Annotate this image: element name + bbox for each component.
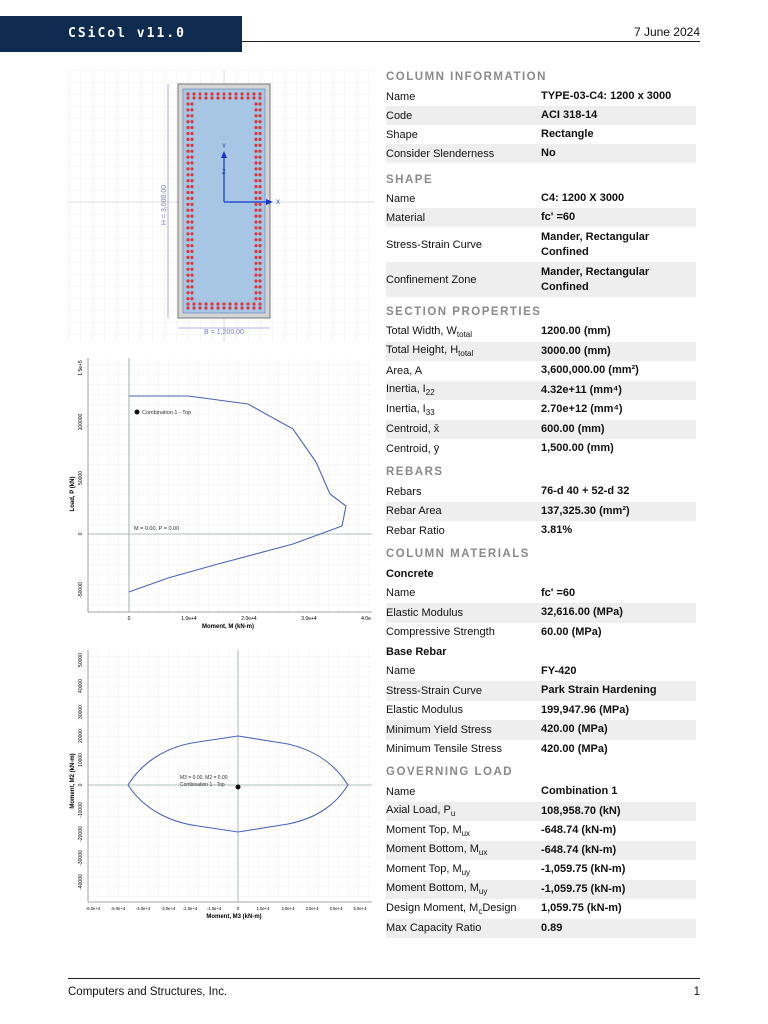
mm-x-tick: -4.0e+4 bbox=[135, 906, 151, 911]
rebar-dot bbox=[258, 150, 261, 153]
rebar-dot bbox=[190, 291, 193, 294]
table-row: Compressive Strength 60.00 (MPa) bbox=[386, 625, 602, 639]
table-row: Rebar Ratio 3.81% bbox=[386, 524, 573, 537]
table-row: Area, A 3,600,000.00 (mm²) bbox=[386, 364, 639, 377]
rebar-dot bbox=[210, 302, 213, 305]
footer-divider bbox=[68, 978, 700, 979]
rebar-dot bbox=[254, 256, 257, 259]
rebar-dot bbox=[228, 92, 231, 95]
rebar-dot bbox=[190, 250, 193, 253]
height-dimension: H = 3,000.00 bbox=[161, 184, 168, 226]
governing-load-table bbox=[386, 782, 696, 938]
table-row: Stress-Strain Curve Mander, Rectangular Confined bbox=[386, 230, 650, 258]
rebar-dot bbox=[258, 138, 261, 141]
pm-y-tick: 50000 bbox=[78, 471, 84, 485]
table-row: Moment Top, $M_{uy}$ -1,059.75 (kN-m) bbox=[386, 862, 626, 877]
table-row: Minimum Tensile Stress 420.00 (MPa) bbox=[386, 742, 608, 756]
app-brand: CSiCol v11.0 bbox=[0, 16, 242, 52]
pm-x-tick: 2.0e+4 bbox=[241, 616, 257, 622]
rebar-dot bbox=[186, 285, 189, 288]
table-row: Axial Load, $P_u$ 108,958.70 (kN) bbox=[386, 802, 696, 822]
rebar-dot bbox=[190, 150, 193, 153]
rebar-dot bbox=[254, 185, 257, 188]
rebar-dot bbox=[252, 92, 255, 95]
table-row: Moment Bottom, $M_{uy}$ -1,059.75 (kN-m) bbox=[386, 880, 696, 900]
pm-xlabel: Moment, M (kN-m) bbox=[202, 624, 254, 630]
table-row: Centroid, x̄ 600.00 (mm) bbox=[386, 420, 696, 440]
rebar-dot bbox=[186, 126, 189, 129]
table-row: Confinement Zone Mander, Rectangular Confined bbox=[386, 262, 696, 297]
rebar-dot bbox=[216, 302, 219, 305]
table-row: Inertia, $I_{33}$ 2.70e+12 (mm⁴) bbox=[386, 402, 623, 417]
rebar-dot bbox=[258, 144, 261, 147]
rebar-dot bbox=[190, 114, 193, 117]
rebar-dot bbox=[252, 302, 255, 305]
mm-point-label-1: M3 = 0.00, M2 = 0.00 bbox=[180, 775, 228, 781]
table-row: Name fc' =60 bbox=[386, 586, 576, 600]
rebar-dot bbox=[222, 306, 225, 309]
rebar-dot bbox=[254, 244, 257, 247]
rebar-dot bbox=[258, 215, 261, 218]
rebar-dot bbox=[210, 92, 213, 95]
rebar-dot bbox=[204, 96, 207, 99]
rebar-dot bbox=[254, 156, 257, 159]
rebar-dot bbox=[254, 279, 257, 282]
rebar-dot bbox=[198, 92, 201, 95]
rebar-dot bbox=[258, 96, 261, 99]
rebar-dot bbox=[190, 226, 193, 229]
rebar-dot bbox=[234, 306, 237, 309]
rebar-dot bbox=[186, 268, 189, 271]
mm-y-tick: -30000 bbox=[78, 850, 84, 866]
rebar-dot bbox=[258, 306, 261, 309]
rebar-dot bbox=[190, 108, 193, 111]
rebar-dot bbox=[186, 156, 189, 159]
mm-y-tick: 30000 bbox=[78, 705, 84, 719]
rebar-dot bbox=[216, 92, 219, 95]
rebar-dot bbox=[190, 120, 193, 123]
rebar-dot bbox=[186, 167, 189, 170]
rebar-dot bbox=[254, 291, 257, 294]
rebar-dot bbox=[222, 302, 225, 305]
mm-y-tick: -40000 bbox=[78, 874, 84, 890]
rebar-dot bbox=[222, 96, 225, 99]
rebar-dot bbox=[190, 297, 193, 300]
table-row: Total Height, $H_{total}$ 3000.00 (mm) bbox=[386, 342, 696, 362]
rebar-dot bbox=[254, 120, 257, 123]
governing-load-title: GOVERNING LOAD bbox=[386, 766, 514, 778]
table-row: Moment Bottom, $M_{ux}$ -648.74 (kN-m) bbox=[386, 841, 696, 861]
rebar-dot bbox=[190, 161, 193, 164]
pm-load-point bbox=[135, 410, 140, 415]
rebar-dot bbox=[186, 306, 189, 309]
rebar-dot bbox=[216, 306, 219, 309]
mm-y-tick: -10000 bbox=[78, 802, 84, 818]
rebar-dot bbox=[210, 306, 213, 309]
rebar-dot bbox=[190, 132, 193, 135]
rebar-dot bbox=[186, 120, 189, 123]
table-row: Moment Top, $M_{ux}$ -648.74 (kN-m) bbox=[386, 823, 617, 838]
rebar-dot bbox=[254, 108, 257, 111]
rebars-title: REBARS bbox=[386, 466, 444, 478]
rebar-dot bbox=[258, 108, 261, 111]
column-materials-table bbox=[386, 564, 696, 759]
base-rebar-subheading: Base Rebar bbox=[386, 645, 447, 658]
rebar-dot bbox=[254, 297, 257, 300]
rebar-dot bbox=[186, 250, 189, 253]
mm-y-tick: -20000 bbox=[78, 826, 84, 842]
rebar-dot bbox=[190, 244, 193, 247]
rebar-dot bbox=[204, 92, 207, 95]
rebar-dot bbox=[186, 209, 189, 212]
rebar-dot bbox=[228, 302, 231, 305]
rebar-dot bbox=[254, 285, 257, 288]
rebar-dot bbox=[186, 291, 189, 294]
table-row: Name TYPE-03-C4: 1200 x 3000 bbox=[386, 90, 672, 103]
pm-y-tick: -50000 bbox=[78, 582, 84, 598]
rebar-dot bbox=[254, 197, 257, 200]
mm-point-label-2: Combination 1 - Top bbox=[180, 782, 225, 788]
rebar-dot bbox=[190, 167, 193, 170]
table-row: Stress-Strain Curve Park Strain Hardening bbox=[386, 681, 696, 701]
rebar-dot bbox=[204, 306, 207, 309]
rebar-dot bbox=[258, 191, 261, 194]
pm-y-tick: 1.5e+5 bbox=[78, 360, 84, 376]
rebar-dot bbox=[258, 256, 261, 259]
rebar-dot bbox=[254, 126, 257, 129]
rebar-dot bbox=[190, 203, 193, 206]
rebar-dot bbox=[186, 302, 189, 305]
pm-y-tick: 100000 bbox=[78, 413, 84, 431]
rebar-dot bbox=[258, 132, 261, 135]
rebar-dot bbox=[254, 167, 257, 170]
width-dimension: B = 1,200.00 bbox=[204, 329, 244, 336]
rebar-dot bbox=[190, 279, 193, 282]
rebar-dot bbox=[246, 96, 249, 99]
rebar-dot bbox=[254, 238, 257, 241]
mm-load-point bbox=[236, 785, 241, 790]
rebar-dot bbox=[190, 238, 193, 241]
rebar-dot bbox=[186, 173, 189, 176]
rebar-dot bbox=[186, 144, 189, 147]
rebar-dot bbox=[258, 279, 261, 282]
mm-x-tick: -3.0e+4 bbox=[160, 906, 176, 911]
rebar-dot bbox=[192, 92, 195, 95]
axis-z-label: Z bbox=[222, 170, 226, 176]
rebar-dot bbox=[186, 238, 189, 241]
rebar-dot bbox=[190, 232, 193, 235]
rebar-dot bbox=[258, 232, 261, 235]
rebar-dot bbox=[254, 268, 257, 271]
rebar-dot bbox=[254, 226, 257, 229]
table-row: Total Width, $W_{total}$ 1200.00 (mm) bbox=[386, 324, 611, 339]
rebar-dot bbox=[192, 96, 195, 99]
rebar-dot bbox=[258, 268, 261, 271]
rebar-dot bbox=[258, 185, 261, 188]
rebar-dot bbox=[190, 215, 193, 218]
section-properties-title: SECTION PROPERTIES bbox=[386, 306, 542, 318]
mm-xlabel: Moment, M3 (kN-m) bbox=[206, 914, 262, 920]
rebar-dot bbox=[190, 209, 193, 212]
rebar-dot bbox=[258, 167, 261, 170]
axis-x-label: X bbox=[276, 200, 281, 206]
rebar-dot bbox=[186, 279, 189, 282]
rebar-dot bbox=[186, 297, 189, 300]
mm-y-tick: 10000 bbox=[78, 753, 84, 767]
rebar-dot bbox=[252, 96, 255, 99]
rebar-dot bbox=[254, 179, 257, 182]
rebar-dot bbox=[258, 102, 261, 105]
rebar-dot bbox=[186, 179, 189, 182]
section-properties-table bbox=[386, 322, 696, 459]
rebar-dot bbox=[190, 185, 193, 188]
rebar-dot bbox=[258, 250, 261, 253]
rebar-dot bbox=[258, 114, 261, 117]
rebar-dot bbox=[258, 209, 261, 212]
page-number: 1 bbox=[693, 986, 700, 998]
table-row: Elastic Modulus 199,947.96 (MPa) bbox=[386, 703, 630, 717]
rebar-dot bbox=[186, 203, 189, 206]
rebar-dot bbox=[234, 302, 237, 305]
rebar-dot bbox=[186, 274, 189, 277]
pm-interaction-diagram bbox=[68, 354, 374, 632]
rebar-dot bbox=[252, 306, 255, 309]
rebar-dot bbox=[254, 102, 257, 105]
table-row: Rebar Area 137,325.30 (mm²) bbox=[386, 502, 696, 522]
rebar-dot bbox=[198, 302, 201, 305]
mm-y-tick: 20000 bbox=[78, 729, 84, 743]
rebar-dot bbox=[192, 302, 195, 305]
mm-x-tick: -5.0e+4 bbox=[110, 906, 126, 911]
mm-x-tick: 5.0e+4 bbox=[353, 906, 367, 911]
rebar-dot bbox=[186, 232, 189, 235]
rebar-dot bbox=[258, 220, 261, 223]
mm-interaction-diagram bbox=[68, 646, 374, 922]
table-row: Minimum Yield Stress 420.00 (MPa) bbox=[386, 720, 696, 740]
rebar-dot bbox=[258, 173, 261, 176]
rebar-dot bbox=[258, 203, 261, 206]
pm-x-tick: 0 bbox=[127, 616, 131, 622]
rebar-dot bbox=[190, 138, 193, 141]
rebar-dot bbox=[246, 306, 249, 309]
table-row: Centroid, ȳ 1,500.00 (mm) bbox=[386, 442, 614, 455]
rebar-dot bbox=[190, 256, 193, 259]
rebar-dot bbox=[190, 126, 193, 129]
rebar-dot bbox=[258, 156, 261, 159]
rebar-dot bbox=[186, 150, 189, 153]
rebar-dot bbox=[204, 302, 207, 305]
section-diagram bbox=[68, 70, 374, 342]
rebar-dot bbox=[254, 232, 257, 235]
mm-x-tick: 2.0e+4 bbox=[281, 906, 295, 911]
rebar-dot bbox=[258, 285, 261, 288]
rebar-dot bbox=[198, 306, 201, 309]
rebar-dot bbox=[228, 306, 231, 309]
rebar-dot bbox=[254, 203, 257, 206]
rebar-dot bbox=[186, 220, 189, 223]
mm-x-tick: -1.0e+4 bbox=[206, 906, 222, 911]
pm-x-tick: 1.0e+4 bbox=[181, 616, 197, 622]
rebar-dot bbox=[254, 191, 257, 194]
rebar-dot bbox=[258, 179, 261, 182]
table-row: Elastic Modulus 32,616.00 (MPa) bbox=[386, 603, 696, 623]
rebar-dot bbox=[222, 92, 225, 95]
rebar-dot bbox=[186, 108, 189, 111]
shape-table bbox=[386, 189, 696, 297]
column-information-title: COLUMN INFORMATION bbox=[386, 71, 547, 83]
rebar-dot bbox=[254, 138, 257, 141]
rebar-dot bbox=[258, 274, 261, 277]
rebar-dot bbox=[258, 244, 261, 247]
table-row: Name C4: 1200 X 3000 bbox=[386, 192, 625, 205]
pm-x-tick: 3.0e+4 bbox=[301, 616, 317, 622]
rebar-dot bbox=[186, 185, 189, 188]
rebar-dot bbox=[240, 302, 243, 305]
rebar-dot bbox=[190, 268, 193, 271]
rebars-table bbox=[386, 482, 696, 541]
mm-x-tick: 1.0e+4 bbox=[256, 906, 270, 911]
footer-company: Computers and Structures, Inc. bbox=[68, 986, 228, 998]
rebar-dot bbox=[190, 274, 193, 277]
rebar-dot bbox=[190, 262, 193, 265]
rebar-dot bbox=[186, 226, 189, 229]
rebar-dot bbox=[246, 302, 249, 305]
pm-ylabel: Load, P (kN) bbox=[70, 476, 76, 512]
table-row: Material fc' =60 bbox=[386, 208, 696, 227]
rebar-dot bbox=[258, 262, 261, 265]
table-row: Name Combination 1 bbox=[386, 785, 618, 798]
rebar-dot bbox=[190, 220, 193, 223]
rebar-dot bbox=[258, 120, 261, 123]
rebar-dot bbox=[246, 92, 249, 95]
rebar-dot bbox=[254, 173, 257, 176]
rebar-dot bbox=[186, 191, 189, 194]
rebar-dot bbox=[254, 150, 257, 153]
rebar-dot bbox=[186, 161, 189, 164]
column-materials-title: COLUMN MATERIALS bbox=[386, 548, 530, 560]
table-row: Max Capacity Ratio 0.89 bbox=[386, 919, 696, 939]
mm-y-tick: 50000 bbox=[78, 653, 84, 667]
mm-y-tick: 40000 bbox=[78, 679, 84, 693]
rebar-dot bbox=[186, 244, 189, 247]
concrete-subheading: Concrete bbox=[386, 567, 434, 580]
rebar-dot bbox=[258, 238, 261, 241]
rebar-dot bbox=[190, 156, 193, 159]
table-row: Shape Rectangle bbox=[386, 128, 594, 141]
rebar-dot bbox=[258, 297, 261, 300]
rebar-dot bbox=[254, 114, 257, 117]
rebar-dot bbox=[240, 96, 243, 99]
rebar-dot bbox=[234, 92, 237, 95]
rebar-dot bbox=[258, 126, 261, 129]
pm-origin-label: M = 0.00, P = 0.00 bbox=[134, 526, 180, 532]
rebar-dot bbox=[190, 285, 193, 288]
rebar-dot bbox=[258, 302, 261, 305]
table-row: Code ACI 318-14 bbox=[386, 106, 696, 125]
pm-y-tick: 0 bbox=[78, 532, 84, 536]
rebar-dot bbox=[198, 96, 201, 99]
rebar-dot bbox=[186, 138, 189, 141]
mm-x-tick: 0 bbox=[236, 906, 240, 911]
rebar-dot bbox=[186, 92, 189, 95]
rebar-dot bbox=[254, 161, 257, 164]
rebar-dot bbox=[186, 197, 189, 200]
rebar-dot bbox=[254, 209, 257, 212]
column-information-table bbox=[386, 87, 696, 163]
rebar-dot bbox=[254, 250, 257, 253]
axis-y-label: Y bbox=[222, 144, 227, 150]
mm-x-tick: 3.0e+4 bbox=[305, 906, 319, 911]
table-row: Rebars 76-d 40 + 52-d 32 bbox=[386, 485, 630, 498]
rebar-dot bbox=[240, 92, 243, 95]
rebar-dot bbox=[186, 96, 189, 99]
rebar-dot bbox=[228, 96, 231, 99]
shape-title: SHAPE bbox=[386, 174, 434, 186]
rebar-dot bbox=[240, 306, 243, 309]
table-row: Consider Slenderness No bbox=[386, 144, 696, 163]
table-row: Design Moment, $M_cDesign$ 1,059.75 (kN-m) bbox=[386, 901, 622, 916]
rebar-dot bbox=[190, 173, 193, 176]
rebar-dot bbox=[234, 96, 237, 99]
rebar-dot bbox=[190, 179, 193, 182]
pm-point-label: Combination 1 - Top bbox=[142, 410, 192, 416]
table-row: Inertia, $I_{22}$ 4.32e+11 (mm⁴) bbox=[386, 381, 696, 401]
rebar-dot bbox=[254, 274, 257, 277]
rebar-dot bbox=[190, 144, 193, 147]
report-date: 7 June 2024 bbox=[633, 25, 700, 39]
rebar-dot bbox=[186, 102, 189, 105]
rebar-dot bbox=[186, 114, 189, 117]
rebar-dot bbox=[190, 197, 193, 200]
mm-y-tick: 0 bbox=[78, 783, 84, 787]
rebar-dot bbox=[254, 132, 257, 135]
rebar-dot bbox=[186, 132, 189, 135]
rebar-dot bbox=[186, 215, 189, 218]
rebar-dot bbox=[190, 102, 193, 105]
rebar-dot bbox=[258, 291, 261, 294]
mm-x-tick: 4.0e+4 bbox=[329, 906, 343, 911]
rebar-dot bbox=[210, 96, 213, 99]
rebar-dot bbox=[254, 220, 257, 223]
rebar-dot bbox=[192, 306, 195, 309]
rebar-dot bbox=[254, 144, 257, 147]
rebar-dot bbox=[190, 191, 193, 194]
rebar-dot bbox=[258, 226, 261, 229]
rebar-dot bbox=[258, 197, 261, 200]
rebar-dot bbox=[216, 96, 219, 99]
rebar-dot bbox=[254, 215, 257, 218]
mm-x-tick: -2.0e+4 bbox=[182, 906, 198, 911]
rebar-dot bbox=[186, 256, 189, 259]
mm-x-tick: -6.0e+4 bbox=[85, 906, 101, 911]
rebar-dot bbox=[254, 262, 257, 265]
table-row: Name FY-420 bbox=[386, 664, 577, 678]
header-divider bbox=[242, 41, 700, 42]
rebar-dot bbox=[186, 262, 189, 265]
pm-x-tick: 4.0e bbox=[361, 616, 371, 622]
rebar-dot bbox=[258, 161, 261, 164]
mm-ylabel: Moment, M2 (kN-m) bbox=[70, 753, 76, 809]
rebar-dot bbox=[258, 92, 261, 95]
